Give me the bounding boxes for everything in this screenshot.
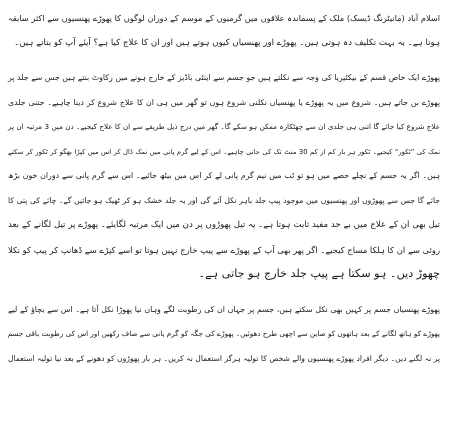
text-line: علاج شروع کیا جائے گا اتنی ہی جلدی ان سے چھٹکارہ ممکن ہو سکے گا۔ گھر میں درج ذیل طریقے سے ان کا علاج کیجیے۔ دن میں 3 مرتبہ ان پر [8,122,440,131]
text-line: اسلام آباد (مانیٹرنگ ڈیسک) ملک کے پسماندہ علاقوں میں گرمیوں کے موسم کے دوران لوگوں کا پھوڑے پھنسیوں سے اکثر سابقہ [8,13,440,23]
paragraph-intro [8,6,440,55]
text-line: نمک کی ”ٹکور“ کیجیے۔ ٹکور ہر بار کم از کم 30 منٹ تک کی جانی چاہیے۔ اس کے لیے گرم پانی میں نمک ڈال کر اس میں کپڑا بھگو کر ٹکور کر سکتے [8,147,440,156]
text-line: پھوڑے پھنسیاں جسم پر کہیں بھی نکل سکتے ہیں، جسم پر جہاں ان کی رطوبت لگے وہاں نیا پھوڑا نکل آتا ہے۔ اس سے بچاؤ کے لیے [8,304,440,314]
text-line: پھوڑے بن جاتے ہیں۔ شروع میں یہ پھوڑے یا پھنسیاں نکلنی شروع ہوں تو گھر میں ہی ان کا علاج شروع کر دینا چاہیے۔ جتنی جلدی [8,97,440,107]
text-line: پھوڑے ایک خاص قسم کے بیکٹیریا کی وجہ سے نکلتے ہیں جو جسم سے اینٹی باڈیز کے خارج ہونے میں رکاوٹ بنتے ہیں جس سے جلد پر [8,73,440,82]
text-line: ہیں۔ اگر یہ جسم کے نچلے حصے میں ہو تو ٹب میں نیم گرم پانی لے کر اس میں بیٹھ جائیے۔ اس سے گرم پانی سے دوران خون بڑھ [8,171,440,180]
paragraph-treatment [8,66,440,287]
text-line: روئی سے ان کا ہلکا مساج کیجیے۔ اگر پھر بھی آپ کے پھوڑے سے پیپ خارج نہیں ہوتا تو اسے کپڑے سے ڈھانپ کر پیپ کو نکلا [8,244,440,255]
text-line: چھوڑ دیں۔ ہو سکتا ہے پیپ جلد خارج ہو جاتی ہے۔ [198,267,440,280]
text-line: جائے گا جس سے پھوڑوں اور پھنسیوں میں موجود پیپ جلد باہر نکل آئے گی اور یہ جلد خشک ہو کر ٹھیک ہو جائیں گے۔ چائے کی پتی کا [8,195,440,205]
text-line: تیل بھی ان کے علاج میں بے حد مفید ثابت ہوتا ہے۔ یہ تیل پھوڑوں پر دن میں ایک مرتبہ لگایئے۔ پھوڑے پر تیل لگانے کے بعد [8,220,440,230]
article-body [8,6,440,371]
paragraph-prevention [8,298,440,372]
text-line: ہوتا ہے۔ یہ بہت تکلیف دہ ہوتی ہیں۔ پھوڑے اور پھنسیاں کیوں ہوتے ہیں اور ان کا علاج کیا ہے؟ آیئے آپ کو بتاتے ہیں۔ [14,37,440,48]
text-line: پھوڑے کو ہاتھ لگانے کے بعد ہاتھوں کو صابن سے اچھی طرح دھوئیں۔ پھوڑے کی جگہ کو گرم پانی سے صاف رکھیں اور اس کی رطوبت باقی جسم [7,329,440,338]
text-line: پر نہ لگنے دیں۔ دیگر افراد پھوڑے پھنسیوں والے شخص کا تولیہ ہرگز استعمال نہ کریں۔ ہر بار پھوڑوں کو دھونے کے بعد نیا تولیہ استعمال [8,353,440,363]
